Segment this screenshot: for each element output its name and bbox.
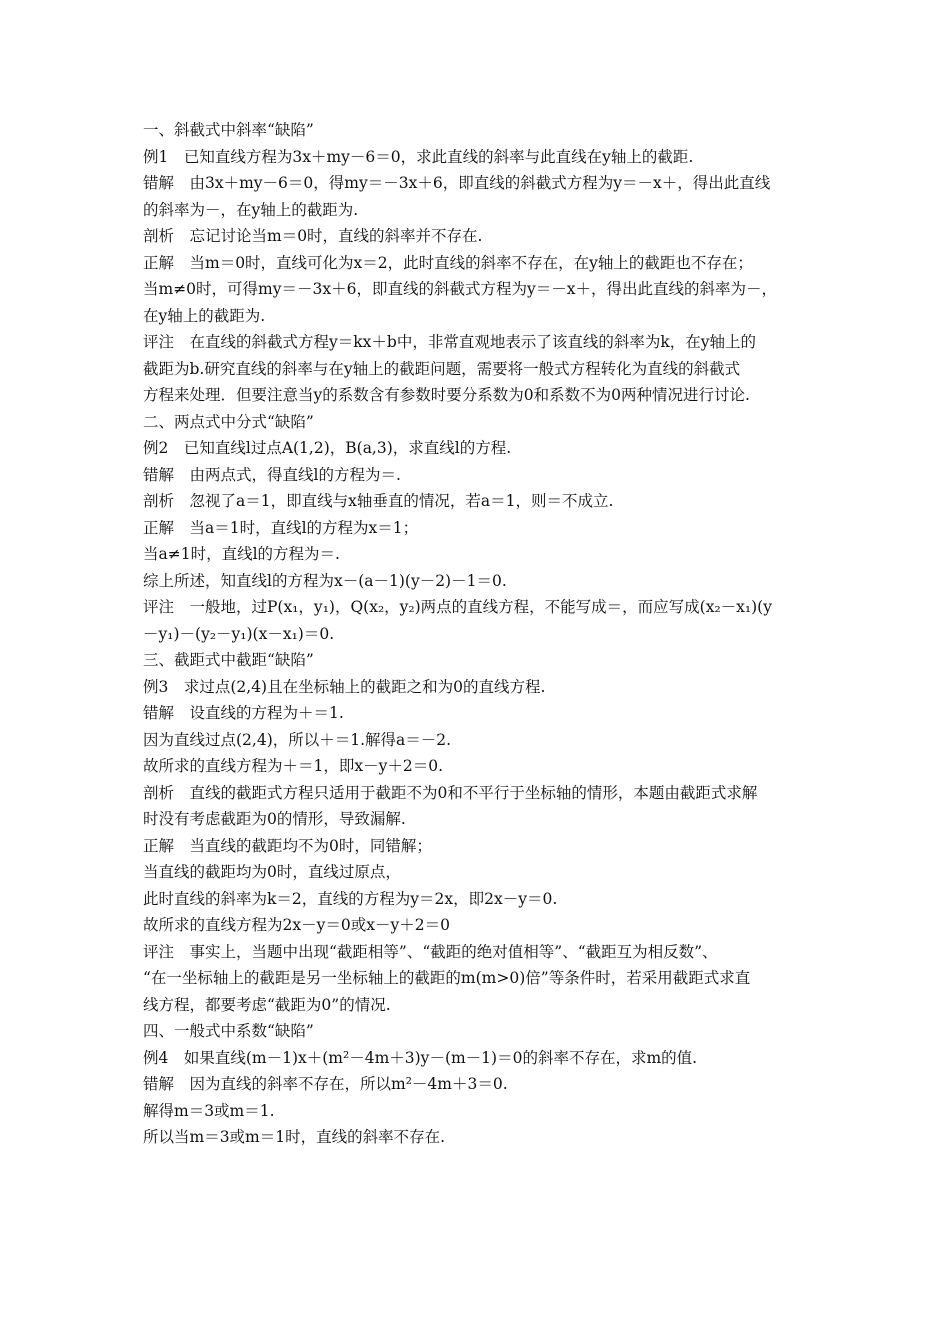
analysis-text: 剖析 忽视了a＝1，即直线与x轴垂直的情况，若a＝1，则＝不成立.	[143, 492, 614, 510]
text-line: 在y轴上的截距为.	[143, 306, 266, 325]
text-line: 线方程，都要考虑“截距为0”的情况.	[143, 995, 391, 1014]
wrong-solution-text: 错解 因为直线的斜率不存在，所以m²－4m＋3＝0.	[143, 1075, 508, 1093]
text-line: 解得m＝3或m＝1.	[143, 1101, 275, 1120]
example-2-text: 例2 已知直线l过点A(1,2)，B(a,3)，求直线l的方程.	[143, 439, 512, 457]
text-line: 的斜率为－，在y轴上的截距为.	[143, 200, 359, 219]
comment-text: 评注 在直线的斜截式方程y＝kx＋b中，非常直观地表示了该直线的斜率为k，在y轴上的	[143, 333, 756, 351]
text-line: 当m≠0时，可得my＝－3x＋6，即直线的斜截式方程为y＝－x＋，得出此直线的斜率为－，	[143, 280, 777, 298]
wrong-solution-text: 错解 设直线的方程为＋＝1.	[143, 704, 344, 722]
wrong-solution-text: 错解 由两点式，得直线l的方程为＝.	[143, 465, 401, 484]
example-1-text: 例1 已知直线方程为3x＋my－6＝0，求此直线的斜率与此直线在y轴上的截距.	[143, 147, 694, 166]
text-line: 综上所述，知直线l的方程为x－(a－1)(y－2)－1＝0.	[143, 571, 507, 590]
section-heading: 三、截距式中截距“缺陷”	[143, 651, 314, 669]
text-line: 所以当m＝3或m＝1时，直线的斜率不存在.	[143, 1128, 446, 1146]
correct-solution-text: 正解 当a＝1时，直线l的方程为x＝1；	[143, 518, 419, 537]
correct-solution-text: 正解 当直线的截距均不为0时，同错解；	[143, 836, 432, 855]
section-heading: 四、一般式中系数“缺陷”	[143, 1022, 314, 1040]
text-line: “在一坐标轴上的截距是另一坐标轴上的截距的m(m>0)倍”等条件时，若采用截距式求直	[143, 969, 751, 987]
wrong-solution-text: 错解 由3x＋my－6＝0，得my＝－3x＋6，即直线的斜截式方程为y＝－x＋，得出此直线	[143, 174, 771, 192]
text-line: 当直线的截距均为0时，直线过原点，	[143, 863, 401, 881]
text-line: 故所求的直线方程为＋＝1，即x－y＋2＝0.	[143, 757, 444, 775]
document-body	[143, 117, 823, 1151]
text-line: 故所求的直线方程为2x－y＝0或x－y＋2＝0	[143, 916, 450, 934]
text-line: －y₁)－(y₂－y₁)(x－x₁)＝0.	[143, 624, 335, 643]
analysis-text: 剖析 直线的截距式方程只适用于截距不为0和不平行于坐标轴的情形，本题由截距式求解	[143, 783, 758, 802]
text-line: 因为直线过点(2,4)，所以＋＝1.解得a＝－2.	[143, 730, 452, 749]
example-3-text: 例3 求过点(2,4)且在坐标轴上的截距之和为0的直线方程.	[143, 677, 546, 696]
text-line: 当a≠1时，直线l的方程为＝.	[143, 545, 340, 563]
section-heading: 二、两点式中分式“缺陷”	[143, 412, 314, 431]
comment-text: 评注 事实上，当题中出现“截距相等”、“截距的绝对值相等”、“截距互为相反数”、	[143, 942, 718, 961]
text-line: 时没有考虑截距为0的情形，导致漏解.	[143, 810, 406, 828]
correct-solution-text: 正解 当m＝0时，直线可化为x＝2，此时直线的斜率不存在，在y轴上的截距也不存在；	[143, 253, 753, 272]
comment-text: 评注 一般地，过P(x₁，y₁)，Q(x₂，y₂)两点的直线方程，不能写成＝，而应写成(x₂－x₁)(y	[143, 598, 772, 616]
example-4-text: 例4 如果直线(m－1)x＋(m²－4m＋3)y－(m－1)＝0的斜率不存在，求m的值.	[143, 1048, 698, 1067]
text-line: 此时直线的斜率为k＝2，直线的方程为y＝2x，即2x－y＝0.	[143, 889, 558, 908]
text-line: 方程来处理．但要注意当y的系数含有参数时要分系数为0和系数不为0两种情况进行讨论.	[143, 386, 750, 404]
section-heading: 一、斜截式中斜率“缺陷”	[143, 121, 314, 139]
text-line: 截距为b.研究直线的斜率与在y轴上的截距问题，需要将一般式方程转化为直线的斜截式	[143, 359, 741, 378]
analysis-text: 剖析 忘记讨论当m＝0时，直线的斜率并不存在.	[143, 227, 483, 245]
